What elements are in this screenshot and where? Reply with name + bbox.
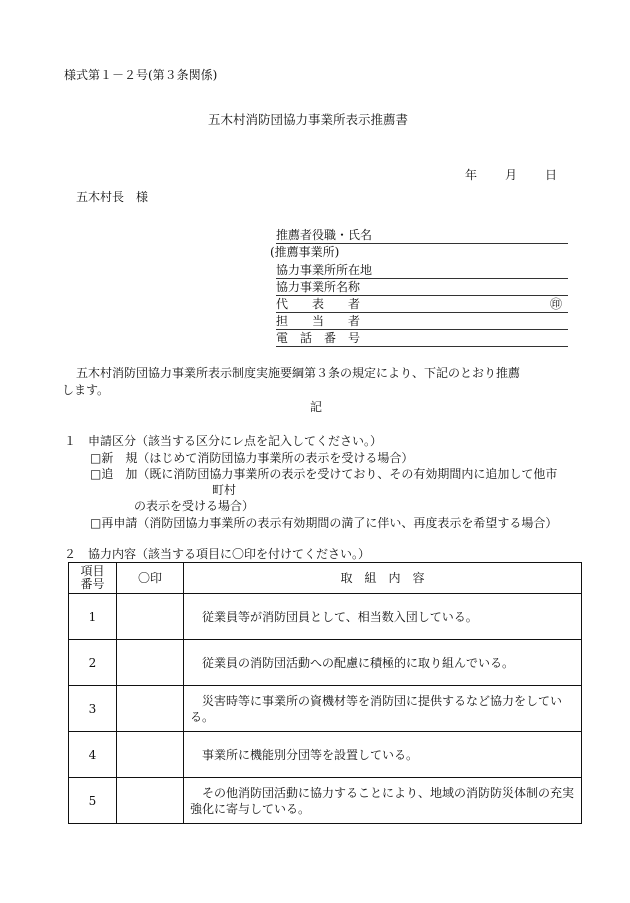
row-number: 2 <box>69 640 117 686</box>
row-content: 災害時等に事業所の資機材等を消防団に提供するなど協力をしている。 <box>184 686 582 732</box>
mark-cell[interactable] <box>117 732 184 778</box>
body-text-line1: 五木村消防団協力事業所表示制度実施要綱第３条の規定により、下記のとおり推薦 <box>76 366 521 380</box>
mark-cell[interactable] <box>117 778 184 824</box>
table-row <box>69 732 582 778</box>
form-number: 様式第１－２号(第３条関係) <box>64 68 218 82</box>
header-item-number <box>69 563 117 594</box>
person-in-charge-field: 担 当 者 <box>276 312 568 330</box>
header-item-number-line2: 番号 <box>80 577 105 591</box>
row-number: 1 <box>69 594 117 640</box>
table-row <box>69 640 582 686</box>
table-header-row <box>69 563 582 594</box>
table-row <box>69 594 582 640</box>
addressee: 五木村長 様 <box>76 190 149 204</box>
seal-mark: ㊞ <box>549 297 562 311</box>
phone-field: 電 話 番 号 <box>276 329 568 347</box>
row-content: その他消防団活動に協力することにより、地域の消防防災体制の充実強化に寄与している。 <box>184 778 582 824</box>
recommender-note: (推薦事業所) <box>270 245 340 259</box>
option-new: □新 規（はじめて消防団協力事業所の表示を受ける場合） <box>90 451 414 465</box>
row-number: 5 <box>69 778 117 824</box>
mark-cell[interactable] <box>117 686 184 732</box>
row-content-text: 従業員の消防団活動への配慮に積極的に取り組んでいる。 <box>202 655 515 670</box>
representative-label: 代 表 者 <box>276 297 361 311</box>
mark-cell[interactable] <box>117 594 184 640</box>
mark-cell[interactable] <box>117 640 184 686</box>
ki-marker: 記 <box>310 400 323 414</box>
office-location-field: 協力事業所所在地 <box>276 261 568 279</box>
row-content-text: 事業所に機能別分団等を設置している。 <box>202 747 419 762</box>
header-mark: 〇印 <box>117 563 184 594</box>
date-day: 日 <box>545 168 558 182</box>
header-item-number-line1: 項目 <box>80 564 105 578</box>
section1-heading: １ 申請区分（該当する区分にレ点を記入してください。） <box>64 434 383 448</box>
row-content-text: 従業員等が消防団員として、相当数入団している。 <box>202 609 478 624</box>
section2-heading: ２ 協力内容（該当する項目に〇印を付けてください。） <box>64 547 371 561</box>
recommender-position-name: 推薦者役職・氏名 <box>276 226 568 244</box>
row-number: 3 <box>69 686 117 732</box>
option-add-line2: 町村 <box>212 483 237 497</box>
option-add-line3: の表示を受ける場合） <box>134 499 255 513</box>
body-text-line2: します。 <box>62 383 110 397</box>
row-content <box>184 732 582 778</box>
row-content <box>184 640 582 686</box>
option-add-line1: □追 加（既に消防団協力事業所の表示を受けており、その有効期間内に追加して他市 <box>90 467 558 481</box>
table-row <box>69 686 582 732</box>
table-row <box>69 778 582 824</box>
row-content <box>184 594 582 640</box>
option-renew: □再申請（消防団協力事業所の表示有効期間の満了に伴い、再度表示を希望する場合） <box>90 516 558 530</box>
cooperation-table <box>68 562 582 824</box>
row-number: 4 <box>69 732 117 778</box>
date-year: 年 <box>465 168 478 182</box>
date-month: 月 <box>505 168 518 182</box>
representative-field <box>276 295 568 313</box>
header-content: 取 組 内 容 <box>184 563 582 594</box>
office-name-field: 協力事業所名称 <box>276 278 568 296</box>
document-title: 五木村消防団協力事業所表示推薦書 <box>208 112 409 127</box>
